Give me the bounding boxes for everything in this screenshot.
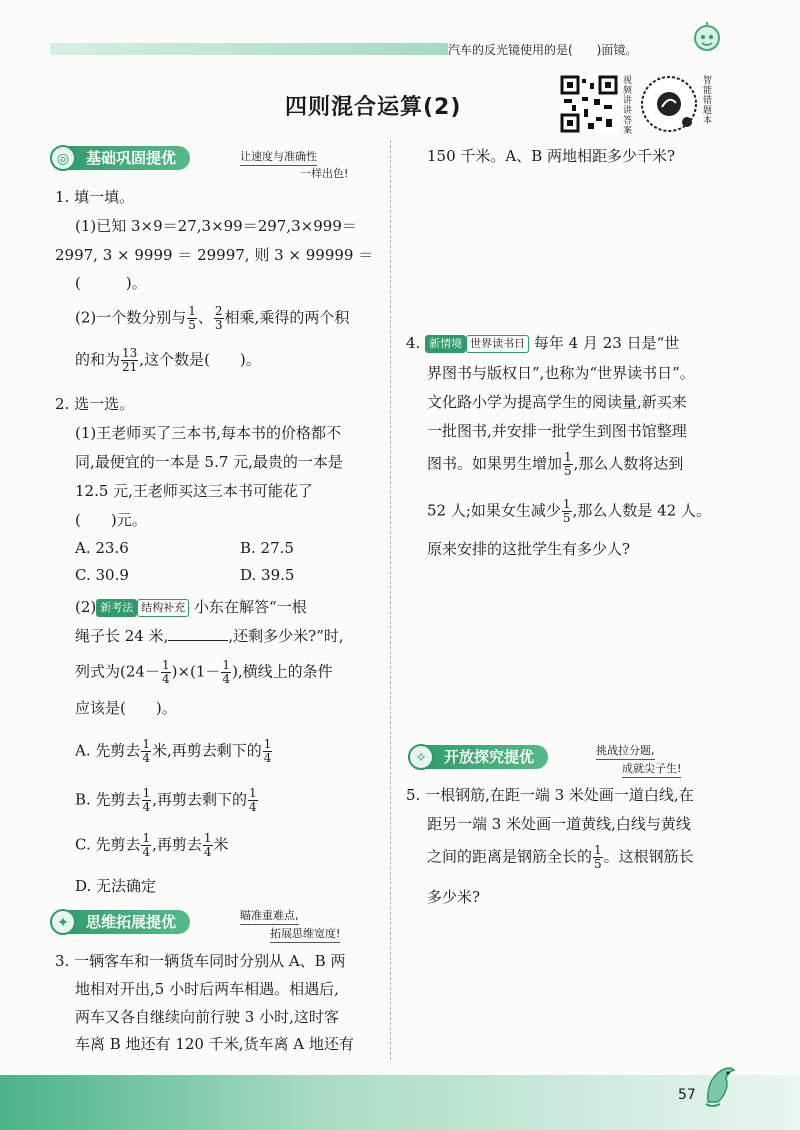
q2-s2-option-b[interactable]: B. 先剪去 $\frac{1}{4}$ ,再剪去剩下的 $\frac{1}{4}$ bbox=[75, 786, 257, 814]
q2-s1-line2: 同,最便宜的一本是 5.7 元,最贵的一本是 bbox=[75, 453, 343, 471]
fraction: $\frac{1}{4}$ bbox=[203, 831, 212, 859]
q3-line1: 3. 一辆客车和一辆货车同时分别从 A、B 两 bbox=[55, 952, 346, 970]
q2-s2-line2: 绳子长 24 米, ,还剩多少米?”时, bbox=[75, 627, 344, 645]
fraction: $\frac{1}{5}$ bbox=[564, 450, 572, 478]
fraction: $\frac{13}{21}$ bbox=[122, 346, 138, 374]
q4-line4: 一批图书,并安排一批学生到图书馆整理 bbox=[427, 422, 687, 440]
q2-s2-line3: 列式为(24－ $\frac{1}{4}$ )×(1－ $\frac{1}{4}$ ),横线上的条件 bbox=[75, 658, 333, 686]
q5-line2: 距另一端 3 米处画一道黄线,白线与黄线 bbox=[427, 815, 691, 833]
fraction: $\frac{1}{4}$ bbox=[142, 786, 151, 814]
q2-s1-line1: (1)王老师买了三本书,每本书的价格都不 bbox=[75, 424, 342, 442]
satellite-icon: ✧ bbox=[408, 744, 434, 770]
world-book-day-tag: 世界读书日 bbox=[466, 335, 529, 353]
fraction: $\frac{1}{4}$ bbox=[142, 737, 151, 765]
ufo-icon: ✦ bbox=[50, 909, 76, 935]
structure-tag: 结构补充 bbox=[137, 599, 189, 617]
fraction: $\frac{1}{5}$ bbox=[594, 843, 602, 871]
section-open-title: 开放探究提优 bbox=[408, 745, 548, 769]
q4-line6: 52 人;如果女生减少 $\frac{1}{5}$ ,那么人数是 42 人。 bbox=[427, 497, 711, 525]
q2-option-b[interactable]: B. 27.5 bbox=[240, 539, 294, 557]
q1-part1-line2: 2997, 3 × 9999 ＝ 29997, 则 3 × 99999 ＝ bbox=[55, 246, 374, 264]
new-method-tag: 新考法 bbox=[96, 599, 137, 617]
q2-s2-line4[interactable]: 应该是( )。 bbox=[75, 699, 177, 717]
q2-option-d[interactable]: D. 39.5 bbox=[240, 566, 295, 584]
q3-line3: 两车又各自继续向前行驶 3 小时,这时客 bbox=[75, 1008, 339, 1026]
fraction: $\frac{1}{5}$ bbox=[562, 497, 571, 525]
q1-part1-line1: (1)已知 3×9＝27,3×99＝297,3×999＝ bbox=[75, 217, 357, 235]
q2-s1-line3: 12.5 元,王老师买这三本书可能花了 bbox=[75, 482, 313, 500]
section-basic-motto-2: 一样出色! bbox=[300, 167, 349, 180]
q5-line4: 多少米? bbox=[427, 888, 481, 906]
fraction: $\frac{1}{4}$ bbox=[142, 831, 151, 859]
q4-line7: 原来安排的这批学生有多少人? bbox=[427, 540, 631, 558]
header-tip: 汽车的反光镜使用的是( )面镜。 bbox=[448, 40, 698, 60]
page-number: 57 bbox=[678, 1087, 696, 1103]
q1-part2-line2: 的和为 $\frac{13}{21}$ ,这个数是( )。 bbox=[75, 346, 261, 374]
q2-s2-option-c[interactable]: C. 先剪去 $\frac{1}{4}$ ,再剪去 $\frac{1}{4}$ 米 bbox=[75, 831, 229, 859]
q2-s2-line1: (2) 新考法 结构补充 小东在解答“一根 bbox=[75, 598, 307, 616]
q2-option-c[interactable]: C. 30.9 bbox=[75, 566, 129, 584]
fraction: $\frac{1}{4}$ bbox=[248, 786, 257, 814]
section-basic-title: 基础巩固提优 bbox=[50, 146, 190, 170]
column-divider bbox=[390, 140, 391, 1060]
q5-line3: 之间的距离是钢筋全长的 $\frac{1}{5}$ 。这根钢筋长 bbox=[427, 843, 694, 871]
qr-label-video: 视频讲讲答案 bbox=[623, 76, 633, 136]
qr-code-icon[interactable] bbox=[560, 75, 618, 133]
q3-line5: 150 千米。A、B 两地相距多少千米? bbox=[427, 147, 676, 165]
dolphin-icon bbox=[700, 1062, 740, 1110]
q2-s1-line4[interactable]: ( )元。 bbox=[75, 511, 147, 529]
q5-line1: 5. 一根钢筋,在距一端 3 米处画一道白线,在 bbox=[406, 786, 694, 804]
q1-part1-line3[interactable]: ( )。 bbox=[75, 274, 147, 292]
fraction: $\frac{1}{5}$ bbox=[188, 304, 196, 332]
new-context-tag: 新情境 bbox=[425, 335, 466, 353]
q4-line2: 界图书与版权日”,也称为“世界读书日”。 bbox=[427, 364, 695, 382]
fraction: $\frac{1}{4}$ bbox=[161, 658, 170, 686]
q2-option-a[interactable]: A. 23.6 bbox=[75, 539, 129, 557]
robot-mascot-icon bbox=[690, 22, 724, 58]
qr-label-notebook: 智能错题本 bbox=[703, 76, 713, 126]
section-open-motto-2: 成就尖子生! bbox=[622, 761, 681, 778]
answer-blank[interactable] bbox=[168, 626, 228, 641]
page-title: 四则混合运算(2) bbox=[285, 95, 462, 120]
section-basic-motto-1: 让速度与准确性 bbox=[240, 149, 317, 166]
q4-line5: 图书。如果男生增加 $\frac{1}{5}$ ,那么人数将达到 bbox=[427, 450, 684, 478]
q3-line2: 地相对开出,5 小时后两车相遇。相遇后, bbox=[75, 980, 339, 998]
wrong-question-book-icon[interactable] bbox=[640, 75, 698, 133]
q4-line1: 4. 新情境 世界读书日 每年 4 月 23 日是“世 bbox=[406, 334, 680, 352]
section-open-motto-1: 挑战拉分题, bbox=[596, 743, 655, 760]
q2-heading: 2. 选一选。 bbox=[55, 395, 135, 413]
q3-line4: 车离 B 地还有 120 千米,货车离 A 地还有 bbox=[75, 1035, 354, 1053]
q1-part2-line1: (2)一个数分别与 $\frac{1}{5}$ 、 $\frac{2}{3}$ 相乘,乘得的两个积 bbox=[75, 304, 350, 332]
fraction: $\frac{1}{4}$ bbox=[263, 737, 272, 765]
section-thinking-motto-2: 拓展思维宽度! bbox=[270, 926, 340, 943]
q2-s2-option-a[interactable]: A. 先剪去 $\frac{1}{4}$ 米,再剪去剩下的 $\frac{1}{4}$ bbox=[75, 737, 272, 765]
target-icon: ◎ bbox=[50, 145, 76, 171]
q1-heading: 1. 填一填。 bbox=[55, 188, 135, 206]
q2-s2-option-d[interactable]: D. 无法确定 bbox=[75, 877, 157, 895]
section-thinking-title: 思维拓展提优 bbox=[50, 910, 190, 934]
fraction: $\frac{2}{3}$ bbox=[214, 304, 223, 332]
section-thinking-motto-1: 瞄准重难点, bbox=[240, 908, 299, 925]
fraction: $\frac{1}{4}$ bbox=[222, 658, 231, 686]
q4-line3: 文化路小学为提高学生的阅读量,新买来 bbox=[427, 393, 687, 411]
